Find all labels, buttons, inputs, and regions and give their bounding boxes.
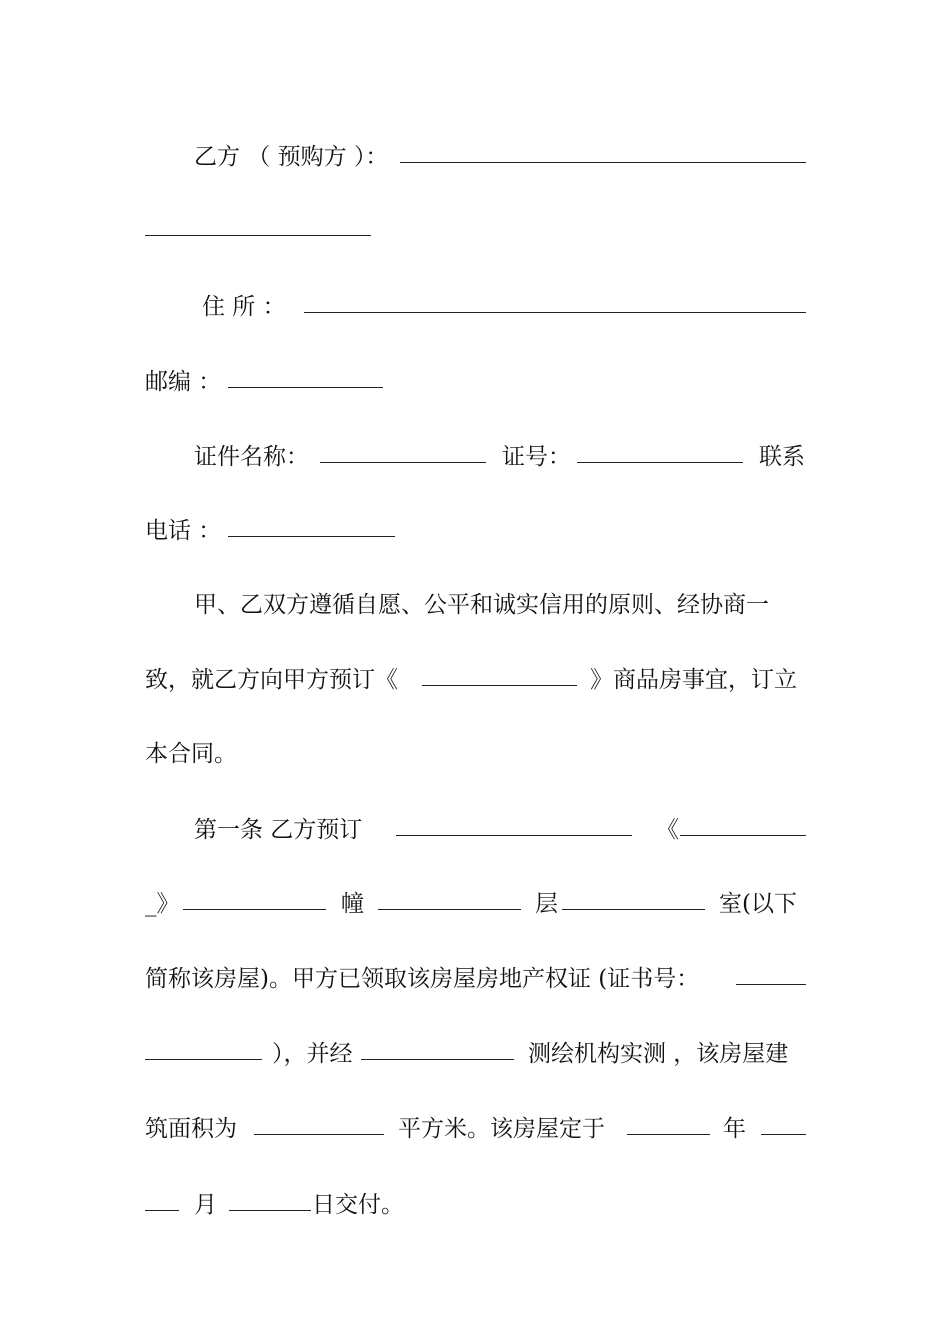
contact-label: 联系 [759,444,805,470]
survey-org-blank [361,1059,514,1060]
article1-line-1 [0,805,950,845]
article1-line-4 [0,1029,950,1069]
intro-text-2a: 致，就乙方向甲方预订《 [145,667,398,693]
article1-text-c1: 简称该房屋)。甲方已领取该房屋房地产权证 (证书号： [145,966,700,992]
room-blank [562,909,705,910]
certificate-no-blank [736,984,806,985]
article1-text-e3: 年 [723,1116,746,1142]
intro-line-1 [0,580,950,620]
intro-line-2 [0,655,950,695]
address-label: 住 所 ： [202,294,286,320]
floor-blank [378,909,521,910]
phone-label: 电话 ： [145,518,222,544]
phone-line [0,506,950,546]
address-line [0,282,950,322]
address-blank [304,312,806,313]
id-line [0,432,950,472]
intro-line-3 [0,729,950,769]
month-blank [761,1134,806,1135]
party-b-blank-2 [145,235,371,236]
project-name-blank [422,685,577,686]
id-name-label: 证件名称： [194,444,309,470]
article1-line-2 [0,879,950,919]
article1-line-5 [0,1104,950,1144]
article1-text-f2: 日交付。 [312,1192,404,1218]
intro-text-3: 本合同。 [145,741,237,767]
article1-line-3 [0,954,950,994]
article1-text-b2: 幢 [341,891,364,917]
party-b-blank [400,162,806,163]
year-blank [627,1134,710,1135]
month-blank-2 [145,1210,179,1211]
article1-text-d2: 测绘机构实测 ，该房屋建 [528,1041,789,1067]
id-no-blank [577,462,743,463]
article1-text-e2: 平方米。该房屋定于 [398,1116,605,1142]
day-blank [229,1210,311,1211]
postcode-line [0,357,950,397]
postcode-label: 邮编 ： [145,369,222,395]
phone-blank [228,536,395,537]
article1-text-e1: 筑面积为 [145,1116,237,1142]
article1-text-b1: _》 [145,891,180,917]
article1-blank-a1 [396,835,632,836]
article1-text-a1: 第一条 乙方预订 [194,817,363,843]
article1-text-f1: 月 [194,1192,217,1218]
article1-blank-a2 [680,835,806,836]
certificate-no-blank-2 [145,1059,262,1060]
intro-text-1: 甲、乙双方遵循自愿、公平和诚实信用的原则、经协商一 [194,592,769,618]
article1-text-a1b: 《 [656,817,679,843]
article1-text-b4: 室(以下 [719,891,797,917]
building-blank [183,909,326,910]
id-name-blank [320,462,486,463]
party-b-line [0,132,950,172]
party-b-line-cont [0,205,950,245]
intro-text-2b: 》商品房事宜，订立 [590,667,797,693]
postcode-blank [228,387,383,388]
article1-line-6 [0,1180,950,1220]
area-blank [254,1134,384,1135]
article1-text-d1: ），并经 [272,1041,353,1067]
party-b-label: 乙方 （ 预购方 ）： [194,144,389,170]
id-no-label: 证号： [502,444,571,470]
article1-text-b3: 层 [535,891,558,917]
